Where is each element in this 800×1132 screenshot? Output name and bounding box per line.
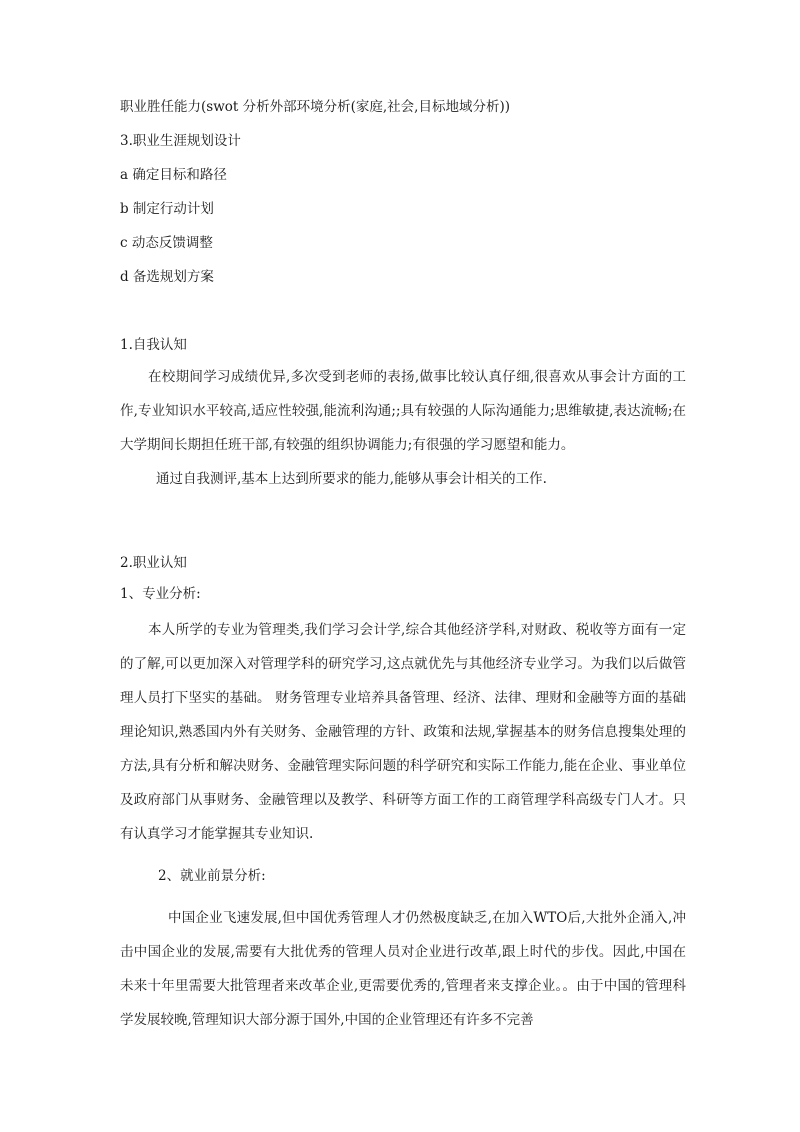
plan-item-a: a 确定目标和路径 — [120, 167, 227, 183]
self-assessment-paragraph: 通过自我测评,基本上达到所要求的能力,能够从事会计相关的工作. — [156, 471, 547, 487]
major-analysis-heading: 1、专业分析: — [120, 586, 201, 602]
employment-outlook-paragraph: 中国企业飞速发展,但中国优秀管理人才仍然极度缺乏,在加入WTO后,大批外企涌入,冲击中国企业的发展,需要有大批优秀的管理人员对企业进行改革,跟上时代的步伐。因此,中国在未来十年里需要大批管理者来改革企业,更需要优秀的,管理者来支撑企业。。由于中国的管理科学发展较晚,管理知识大部分源于国外,中国的企业管理还有许多不完善 — [120, 910, 686, 1028]
career-awareness-heading: 2.职业认知 — [120, 555, 187, 571]
section-3-heading: 3.职业生涯规划设计 — [120, 133, 241, 149]
plan-item-b: b 制定行动计划 — [120, 201, 214, 217]
major-analysis-paragraph: 本人所学的专业为管理类,我们学习会计学,综合其他经济学科,对财政、税收等方面有一定的了解,可以更加深入对管理学科的研究学习,这点就优先与其他经济专业学习。为我们以后做管理人员打下坚实的基础。 财务管理专业培养具备管理、经济、法律、理财和金融等方面的基础理论知识,熟悉国内外有关财务、金融管理的方针、政策和法规,掌握基本的财务信息搜集处理的方法,具有分析和解决财务、金融管理实际问题的科学研究和实际工作能力,能在企业、事业单位及政府部门从事财务、金融管理以及教学、科研等方面工作的工商管理学科高级专门人才。只有认真学习才能掌握其专业知识. — [120, 622, 686, 842]
self-awareness-paragraph: 在校期间学习成绩优异,多次受到老师的表扬,做事比较认真仔细,很喜欢从事会计方面的工作,专业知识水平较高,适应性较强,能流利沟通;;具有较强的人际沟通能力;思维敏捷,表达流畅;在大学期间长期担任班干部,有较强的组织协调能力;有很强的学习愿望和能力。 — [120, 369, 686, 453]
self-awareness-heading: 1.自我认知 — [120, 337, 187, 353]
plan-item-c: c 动态反馈调整 — [120, 235, 213, 251]
employment-outlook-heading: 2、就业前景分析: — [158, 868, 266, 884]
plan-item-d: d 备选规划方案 — [120, 269, 214, 285]
swot-line: 职业胜任能力(swot 分析外部环境分析(家庭,社会,目标地域分析)) — [120, 99, 510, 115]
